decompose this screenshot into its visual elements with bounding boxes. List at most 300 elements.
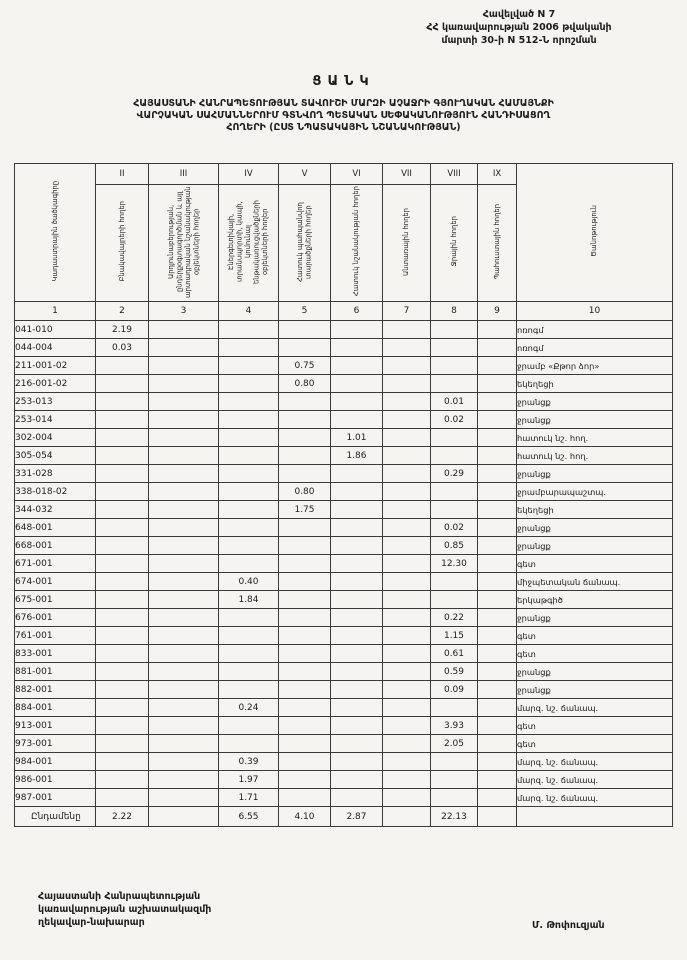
area-value-cell bbox=[219, 501, 279, 519]
area-value-cell bbox=[331, 735, 383, 753]
area-value-cell bbox=[331, 357, 383, 375]
area-value-cell bbox=[96, 699, 149, 717]
area-value-cell bbox=[219, 429, 279, 447]
note-cell: ջրանցք bbox=[517, 609, 673, 627]
area-value-cell bbox=[219, 465, 279, 483]
area-value-cell bbox=[149, 663, 219, 681]
area-value-cell bbox=[331, 321, 383, 339]
area-value-cell: 0.59 bbox=[431, 663, 478, 681]
area-value-cell bbox=[478, 681, 517, 699]
note-cell: հատուկ նշ. հող. bbox=[517, 429, 673, 447]
area-value-cell bbox=[331, 663, 383, 681]
area-value-cell bbox=[96, 735, 149, 753]
cadastral-code-cell: 253-014 bbox=[15, 411, 96, 429]
area-value-cell bbox=[431, 357, 478, 375]
area-value-cell bbox=[279, 429, 331, 447]
area-value-cell bbox=[331, 411, 383, 429]
area-value-cell bbox=[383, 753, 431, 771]
area-value-cell bbox=[279, 609, 331, 627]
area-value-cell bbox=[331, 375, 383, 393]
area-value-cell bbox=[279, 681, 331, 699]
area-value-cell bbox=[149, 753, 219, 771]
area-value-cell: 0.80 bbox=[279, 375, 331, 393]
area-value-cell bbox=[219, 357, 279, 375]
header-protected-lands: Հատուկ պահպանվող տարածքների հողեր bbox=[279, 185, 331, 302]
annex-line-3: մարտի 30-ի N 512-Ն որոշման bbox=[441, 35, 597, 46]
area-value-cell bbox=[149, 573, 219, 591]
area-value-cell bbox=[431, 789, 478, 807]
area-value-cell bbox=[383, 681, 431, 699]
document-subtitle bbox=[0, 98, 687, 134]
area-value-cell bbox=[149, 735, 219, 753]
area-value-cell bbox=[279, 519, 331, 537]
area-value-cell bbox=[331, 753, 383, 771]
area-value-cell bbox=[219, 681, 279, 699]
table-row bbox=[15, 663, 673, 681]
area-value-cell: 0.22 bbox=[431, 609, 478, 627]
note-cell: մարզ. նշ. ճանապ. bbox=[517, 771, 673, 789]
table-header bbox=[15, 164, 673, 321]
area-value-cell bbox=[331, 393, 383, 411]
area-value-cell bbox=[219, 645, 279, 663]
note-cell: ջրամբ «Քթոր ձոր» bbox=[517, 357, 673, 375]
table-row bbox=[15, 789, 673, 807]
area-value-cell bbox=[219, 411, 279, 429]
note-cell: ջրամբարապաշտպ. bbox=[517, 483, 673, 501]
area-value-cell bbox=[96, 483, 149, 501]
area-value-cell bbox=[431, 771, 478, 789]
note-header-label: Ծանոթություն bbox=[590, 205, 599, 257]
area-value-cell bbox=[478, 753, 517, 771]
note-cell: գետ bbox=[517, 645, 673, 663]
area-value-cell bbox=[383, 573, 431, 591]
area-value-cell bbox=[478, 735, 517, 753]
col-number-9: 9 bbox=[478, 302, 517, 321]
area-value-cell bbox=[96, 375, 149, 393]
cadastral-code-header bbox=[15, 164, 96, 302]
area-value-cell bbox=[149, 375, 219, 393]
area-value-cell bbox=[279, 753, 331, 771]
area-value-cell: 0.40 bbox=[219, 573, 279, 591]
area-value-cell bbox=[219, 537, 279, 555]
area-value-cell bbox=[431, 429, 478, 447]
area-value-cell: 2.22 bbox=[96, 807, 149, 827]
area-value-cell: 0.09 bbox=[431, 681, 478, 699]
area-value-cell bbox=[431, 483, 478, 501]
area-value-cell bbox=[96, 501, 149, 519]
area-value-cell: 6.55 bbox=[219, 807, 279, 827]
area-value-cell bbox=[219, 609, 279, 627]
area-value-cell bbox=[478, 501, 517, 519]
note-cell: եկեղեցի bbox=[517, 375, 673, 393]
note-cell: գետ bbox=[517, 735, 673, 753]
area-value-cell bbox=[279, 411, 331, 429]
cadastral-code-cell: 648-001 bbox=[15, 519, 96, 537]
area-value-cell bbox=[383, 627, 431, 645]
area-value-cell: 0.02 bbox=[431, 411, 478, 429]
area-value-cell bbox=[383, 717, 431, 735]
area-value-cell bbox=[331, 483, 383, 501]
area-value-cell: 0.39 bbox=[219, 753, 279, 771]
header-energy-transport-lands: Էներգետիկայի, տրանսպորտի, կապի, կոմունալ ենթակառուցվածքների օբյեկտների հողեր bbox=[219, 185, 279, 302]
area-value-cell: 0.01 bbox=[431, 393, 478, 411]
area-value-cell bbox=[149, 411, 219, 429]
area-value-cell bbox=[96, 627, 149, 645]
area-value-cell bbox=[431, 699, 478, 717]
area-value-cell: 1.15 bbox=[431, 627, 478, 645]
area-value-cell: 2.19 bbox=[96, 321, 149, 339]
cadastral-code-cell: 973-001 bbox=[15, 735, 96, 753]
col-number-1: 1 bbox=[15, 302, 96, 321]
area-value-cell bbox=[279, 663, 331, 681]
col-number-4: 4 bbox=[219, 302, 279, 321]
area-value-cell bbox=[383, 807, 431, 827]
table-row bbox=[15, 627, 673, 645]
area-value-cell bbox=[478, 591, 517, 609]
cadastral-code-cell: 675-001 bbox=[15, 591, 96, 609]
area-value-cell: 0.80 bbox=[279, 483, 331, 501]
area-value-cell bbox=[331, 537, 383, 555]
subtitle-line-3: ՀՈՂԵՐԻ (ԸՍՏ ՆՊԱՏԱԿԱՅԻՆ ՆՇԱՆԱԿՈՒԹՅԱՆ) bbox=[226, 122, 461, 133]
area-value-cell bbox=[96, 609, 149, 627]
cadastral-code-cell: 882-001 bbox=[15, 681, 96, 699]
note-cell: մարզ. նշ. ճանապ. bbox=[517, 753, 673, 771]
area-value-cell bbox=[478, 537, 517, 555]
area-value-cell bbox=[383, 609, 431, 627]
area-value-cell bbox=[383, 483, 431, 501]
area-value-cell bbox=[331, 681, 383, 699]
area-value-cell bbox=[279, 555, 331, 573]
total-row bbox=[15, 807, 673, 827]
area-value-cell bbox=[96, 357, 149, 375]
cadastral-code-cell: 305-054 bbox=[15, 447, 96, 465]
footer-office-block bbox=[38, 890, 211, 929]
area-value-cell bbox=[478, 645, 517, 663]
note-cell: ջրանցք bbox=[517, 465, 673, 483]
area-value-cell: 0.02 bbox=[431, 519, 478, 537]
area-value-cell bbox=[331, 699, 383, 717]
roman-col-3: III bbox=[149, 164, 219, 185]
area-value-cell bbox=[149, 591, 219, 609]
area-value-cell: 0.03 bbox=[96, 339, 149, 357]
table-row bbox=[15, 771, 673, 789]
area-value-cell bbox=[149, 465, 219, 483]
area-value-cell bbox=[478, 465, 517, 483]
table-row bbox=[15, 573, 673, 591]
note-cell: գետ bbox=[517, 717, 673, 735]
area-value-cell bbox=[96, 429, 149, 447]
table-row bbox=[15, 501, 673, 519]
cadastral-code-cell: 044-004 bbox=[15, 339, 96, 357]
area-value-cell bbox=[279, 591, 331, 609]
area-value-cell bbox=[219, 519, 279, 537]
area-value-cell: 22.13 bbox=[431, 807, 478, 827]
cadastral-code-cell: 331-028 bbox=[15, 465, 96, 483]
header-water-lands: Ջրային հողեր bbox=[431, 185, 478, 302]
roman-col-7: VII bbox=[383, 164, 431, 185]
area-value-cell bbox=[383, 645, 431, 663]
table-row bbox=[15, 753, 673, 771]
roman-col-8: VIII bbox=[431, 164, 478, 185]
area-value-cell bbox=[478, 375, 517, 393]
area-value-cell bbox=[96, 537, 149, 555]
area-value-cell: 0.61 bbox=[431, 645, 478, 663]
annex-reference bbox=[369, 8, 669, 47]
area-value-cell bbox=[478, 663, 517, 681]
area-value-cell bbox=[383, 375, 431, 393]
header-residential-lands: Բնակավայրերի հողեր bbox=[96, 185, 149, 302]
cadastral-code-cell: 671-001 bbox=[15, 555, 96, 573]
note-cell: մարզ. նշ. ճանապ. bbox=[517, 699, 673, 717]
note-cell: ջրանցք bbox=[517, 411, 673, 429]
subtitle-line-2: ՎԱՐՉԱԿԱՆ ՍԱՀՄԱՆՆԵՐՈՒՄ ԳՏՆՎՈՂ ՊԵՏԱԿԱՆ ՍԵՓԱԿԱՆՈՒԹՅՈՒՆ ՀԱՆԴԻՍԱՑՈՂ bbox=[136, 110, 551, 121]
annex-line-1: Հավելված N 7 bbox=[482, 9, 556, 20]
area-value-cell bbox=[478, 447, 517, 465]
header-special-purpose-lands: Հատուկ նշանակության հողեր bbox=[331, 185, 383, 302]
area-value-cell bbox=[219, 663, 279, 681]
area-value-cell bbox=[149, 357, 219, 375]
area-value-cell bbox=[478, 429, 517, 447]
header-industrial-lands: Արդյունաբերության, ընդերքօգտագործման և այլ արտադրական նշանակության օբյեկտների հողեր bbox=[149, 185, 219, 302]
area-value-cell bbox=[149, 555, 219, 573]
roman-col-6: VI bbox=[331, 164, 383, 185]
area-value-cell bbox=[96, 753, 149, 771]
area-value-cell bbox=[478, 357, 517, 375]
area-value-cell bbox=[96, 771, 149, 789]
footer-line-1: Հայաստանի Հանրապետության bbox=[38, 891, 201, 902]
area-value-cell bbox=[478, 393, 517, 411]
table-row bbox=[15, 339, 673, 357]
area-value-cell bbox=[96, 591, 149, 609]
area-value-cell bbox=[478, 627, 517, 645]
area-value-cell bbox=[279, 771, 331, 789]
area-value-cell bbox=[431, 753, 478, 771]
area-value-cell bbox=[478, 717, 517, 735]
footer-line-2: կառավարության աշխատակազմի bbox=[38, 904, 212, 915]
note-cell: հատուկ նշ. հող. bbox=[517, 447, 673, 465]
area-value-cell bbox=[149, 699, 219, 717]
area-value-cell bbox=[478, 699, 517, 717]
area-value-cell bbox=[96, 681, 149, 699]
area-value-cell bbox=[478, 771, 517, 789]
area-value-cell bbox=[383, 357, 431, 375]
roman-col-2: II bbox=[96, 164, 149, 185]
area-value-cell bbox=[219, 339, 279, 357]
cadastral-code-cell: 984-001 bbox=[15, 753, 96, 771]
note-header bbox=[517, 164, 673, 302]
area-value-cell bbox=[149, 321, 219, 339]
area-value-cell bbox=[478, 339, 517, 357]
area-value-cell bbox=[331, 627, 383, 645]
table-row bbox=[15, 357, 673, 375]
area-value-cell bbox=[219, 717, 279, 735]
cadastral-code-cell: 041-010 bbox=[15, 321, 96, 339]
area-value-cell bbox=[331, 789, 383, 807]
area-value-cell bbox=[149, 681, 219, 699]
area-value-cell bbox=[279, 717, 331, 735]
table-row bbox=[15, 393, 673, 411]
land-table bbox=[14, 163, 673, 827]
table-body bbox=[15, 321, 673, 827]
col-number-7: 7 bbox=[383, 302, 431, 321]
table-row bbox=[15, 429, 673, 447]
area-value-cell bbox=[431, 501, 478, 519]
table-row bbox=[15, 483, 673, 501]
area-value-cell bbox=[149, 483, 219, 501]
area-value-cell bbox=[96, 573, 149, 591]
area-value-cell bbox=[279, 645, 331, 663]
header-reserve-lands: Պահուստային հողեր bbox=[478, 185, 517, 302]
area-value-cell: 2.05 bbox=[431, 735, 478, 753]
col-number-8: 8 bbox=[431, 302, 478, 321]
area-value-cell bbox=[331, 717, 383, 735]
table-row bbox=[15, 645, 673, 663]
note-cell: գետ bbox=[517, 627, 673, 645]
area-value-cell bbox=[383, 699, 431, 717]
area-value-cell bbox=[383, 393, 431, 411]
cadastral-code-cell: 761-001 bbox=[15, 627, 96, 645]
table-row bbox=[15, 681, 673, 699]
area-value-cell bbox=[383, 771, 431, 789]
area-value-cell bbox=[383, 537, 431, 555]
area-value-cell: 3.93 bbox=[431, 717, 478, 735]
area-value-cell bbox=[219, 735, 279, 753]
footer-line-3: ղեկավար-նախարար bbox=[38, 917, 145, 928]
table-row bbox=[15, 717, 673, 735]
area-value-cell bbox=[478, 807, 517, 827]
area-value-cell bbox=[383, 555, 431, 573]
area-value-cell bbox=[478, 519, 517, 537]
area-value-cell bbox=[331, 519, 383, 537]
area-value-cell: 1.86 bbox=[331, 447, 383, 465]
note-cell: եկեղեցի bbox=[517, 501, 673, 519]
area-value-cell bbox=[431, 339, 478, 357]
cadastral-code-cell: 216-001-02 bbox=[15, 375, 96, 393]
area-value-cell bbox=[478, 321, 517, 339]
area-value-cell bbox=[149, 645, 219, 663]
area-value-cell bbox=[331, 591, 383, 609]
area-value-cell bbox=[383, 321, 431, 339]
area-value-cell bbox=[149, 627, 219, 645]
area-value-cell bbox=[96, 555, 149, 573]
cadastral-code-cell: 344-032 bbox=[15, 501, 96, 519]
roman-col-9: IX bbox=[478, 164, 517, 185]
table-row bbox=[15, 555, 673, 573]
area-value-cell bbox=[149, 807, 219, 827]
note-cell: ջրանցք bbox=[517, 519, 673, 537]
area-value-cell: 1.75 bbox=[279, 501, 331, 519]
area-value-cell bbox=[96, 393, 149, 411]
area-value-cell bbox=[431, 573, 478, 591]
area-value-cell bbox=[279, 699, 331, 717]
area-value-cell bbox=[431, 591, 478, 609]
area-value-cell bbox=[96, 411, 149, 429]
table-row bbox=[15, 519, 673, 537]
table-row bbox=[15, 735, 673, 753]
cadastral-code-cell: 668-001 bbox=[15, 537, 96, 555]
area-value-cell bbox=[279, 465, 331, 483]
area-value-cell bbox=[383, 447, 431, 465]
area-value-cell bbox=[331, 465, 383, 483]
table-row bbox=[15, 321, 673, 339]
roman-numeral-row bbox=[15, 164, 673, 185]
note-cell: ոռոգմ bbox=[517, 321, 673, 339]
area-value-cell bbox=[431, 375, 478, 393]
area-value-cell bbox=[96, 447, 149, 465]
area-value-cell bbox=[331, 339, 383, 357]
area-value-cell bbox=[149, 717, 219, 735]
area-value-cell: 2.87 bbox=[331, 807, 383, 827]
cadastral-code-cell: 986-001 bbox=[15, 771, 96, 789]
area-value-cell bbox=[279, 447, 331, 465]
cadastral-code-cell: 338-018-02 bbox=[15, 483, 96, 501]
area-value-cell bbox=[149, 519, 219, 537]
col-number-10: 10 bbox=[517, 302, 673, 321]
area-value-cell bbox=[279, 321, 331, 339]
area-value-cell bbox=[431, 321, 478, 339]
cadastral-code-cell: 211-001-02 bbox=[15, 357, 96, 375]
table-row bbox=[15, 537, 673, 555]
area-value-cell bbox=[149, 501, 219, 519]
col-number-6: 6 bbox=[331, 302, 383, 321]
signature-name: Մ. Թոփուզյան bbox=[532, 920, 605, 931]
note-cell: միջպետական ճանապ. bbox=[517, 573, 673, 591]
annex-line-2: ՀՀ կառավարության 2006 թվականի bbox=[426, 22, 612, 33]
col-number-2: 2 bbox=[96, 302, 149, 321]
roman-col-4: IV bbox=[219, 164, 279, 185]
table-row bbox=[15, 609, 673, 627]
area-value-cell bbox=[478, 411, 517, 429]
area-value-cell bbox=[219, 483, 279, 501]
area-value-cell: 1.71 bbox=[219, 789, 279, 807]
table-row bbox=[15, 375, 673, 393]
area-value-cell bbox=[279, 537, 331, 555]
col-number-5: 5 bbox=[279, 302, 331, 321]
area-value-cell bbox=[279, 789, 331, 807]
area-value-cell bbox=[331, 555, 383, 573]
cadastral-code-cell: 253-013 bbox=[15, 393, 96, 411]
area-value-cell bbox=[478, 573, 517, 591]
area-value-cell bbox=[96, 663, 149, 681]
table-row bbox=[15, 411, 673, 429]
note-cell: ջրանցք bbox=[517, 537, 673, 555]
cadastral-code-cell: 884-001 bbox=[15, 699, 96, 717]
area-value-cell bbox=[331, 573, 383, 591]
area-value-cell: 12.30 bbox=[431, 555, 478, 573]
area-value-cell: 0.24 bbox=[219, 699, 279, 717]
cadastral-code-cell: 833-001 bbox=[15, 645, 96, 663]
area-value-cell bbox=[279, 573, 331, 591]
area-value-cell bbox=[478, 483, 517, 501]
note-cell: ջրանցք bbox=[517, 681, 673, 699]
table-row bbox=[15, 591, 673, 609]
area-value-cell bbox=[149, 537, 219, 555]
area-value-cell bbox=[219, 393, 279, 411]
area-value-cell bbox=[331, 771, 383, 789]
cadastral-code-cell: 302-004 bbox=[15, 429, 96, 447]
area-value-cell bbox=[331, 609, 383, 627]
note-cell: երկաթգիծ bbox=[517, 591, 673, 609]
area-value-cell bbox=[219, 627, 279, 645]
area-value-cell bbox=[149, 429, 219, 447]
area-value-cell bbox=[96, 717, 149, 735]
note-cell: ջրանցք bbox=[517, 663, 673, 681]
area-value-cell bbox=[149, 447, 219, 465]
area-value-cell bbox=[149, 609, 219, 627]
area-value-cell bbox=[219, 447, 279, 465]
area-value-cell bbox=[478, 609, 517, 627]
note-cell: մարզ. նշ. ճանապ. bbox=[517, 789, 673, 807]
